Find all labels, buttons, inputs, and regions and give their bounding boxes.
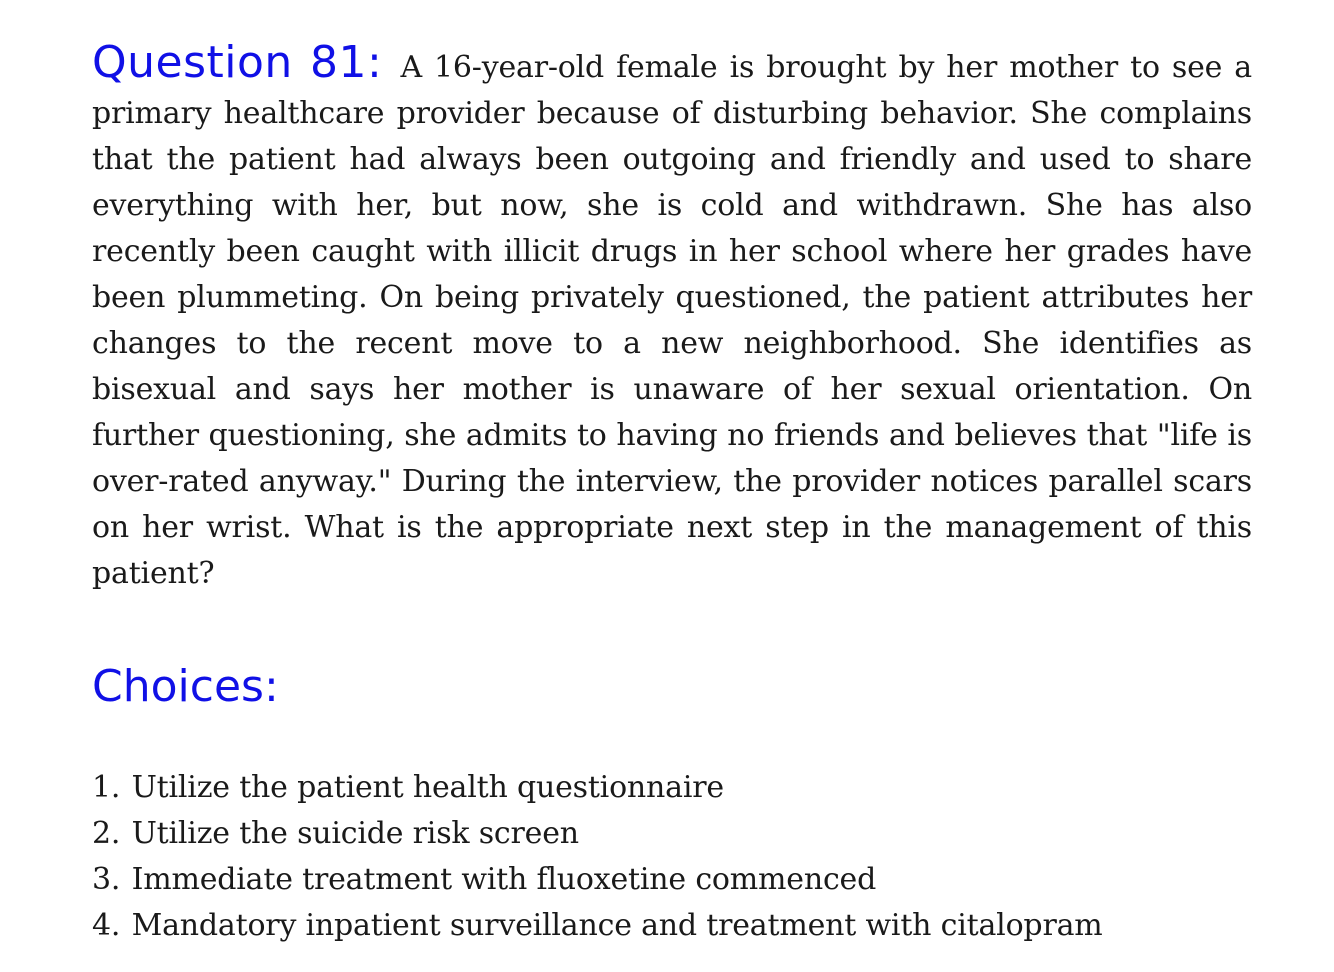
choices-list xyxy=(92,765,1252,949)
choice-number: 1. xyxy=(92,770,121,805)
document-page xyxy=(92,37,1252,949)
question-block xyxy=(92,37,1252,597)
choice-item xyxy=(92,857,1252,903)
choice-text: Utilize the suicide risk screen xyxy=(131,816,579,851)
choice-number: 2. xyxy=(92,816,121,851)
choice-item xyxy=(92,811,1252,857)
choice-item xyxy=(92,903,1252,949)
choices-heading: Choices: xyxy=(92,661,279,712)
choice-item xyxy=(92,765,1252,811)
choice-text: Mandatory inpatient surveillance and treatment with citalopram xyxy=(131,908,1103,943)
choice-text: Immediate treatment with fluoxetine commenced xyxy=(131,862,877,897)
question-label: Question 81: xyxy=(92,37,383,88)
choice-text: Utilize the patient health questionnaire xyxy=(131,770,724,805)
choice-number: 4. xyxy=(92,908,121,943)
choice-number: 3. xyxy=(92,862,121,897)
question-text: A 16-year-old female is brought by her mother to see a primary healthcare provider because of disturbing behavior. She complains that the patient had always been outgoing and friendly and used to share everything with her, but now, she is cold and withdrawn. She has also recently been caught with illicit drugs in her school where her grades have been plummeting. On being privately questioned, the patient attributes her changes to the recent move to a new neighborhood. She identifies as bisexual and says her mother is unaware of her sexual orientation. On further questioning, she admits to having no friends and believes that "life is over-rated anyway." During the interview, the provider notices parallel scars on her wrist. What is the appropriate next step in the management of this patient? xyxy=(92,50,1252,591)
